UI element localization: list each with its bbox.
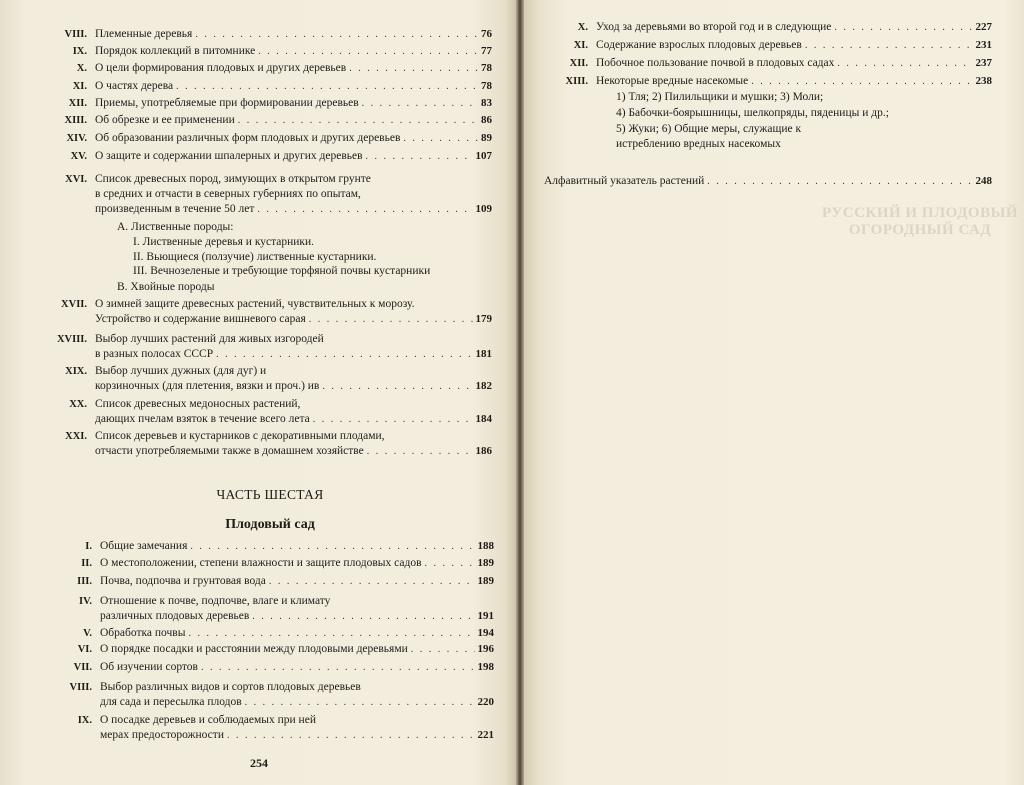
subsection-title: А. Лиственные породы: — [117, 221, 234, 233]
insects-list-line: 5) Жуки; 6) Общие меры, служащие к — [616, 123, 802, 135]
toc-entry: XX. Список древесных медоносных растений, дающих пчелам взяток в течение всего лета . . . 184 — [95, 397, 492, 427]
subsection-title: В. Хвойные породы — [117, 281, 215, 293]
insects-list-line: 4) Бабочки-боярышницы, шелкопряды, пяденицы и др.; — [616, 107, 889, 119]
subsection-item: II. Вьющиеся (ползучие) лиственные кустарники. — [133, 251, 377, 263]
toc-entry: XIII. Некоторые вредные насекомые . . . 238 — [596, 74, 992, 89]
toc-entry: IV. Отношение к почве, подпочве, влаге и климату различных плодовых деревьев . . . 191 — [100, 594, 494, 624]
toc-entry: VII. Об изучении сортов . . . 198 — [100, 660, 494, 675]
subsection-item: III. Вечнозеленые и требующие торфяной почвы кустарники — [133, 265, 431, 277]
toc-entry: XIV. Об образовании различных форм плодовых и других деревьев . . . 89 — [95, 131, 492, 146]
insects-list-line: истреблению вредных насекомых — [616, 138, 781, 150]
right-page — [524, 0, 1024, 785]
toc-entry: XXI. Список деревьев и кустарников с декоративными плодами, отчасти употребляемыми также в домашнем хозяйстве . . . 186 — [95, 429, 492, 459]
toc-entry: XIII. Об обрезке и ее применении . . . 86 — [95, 113, 492, 128]
toc-entry: XII. Приемы, употребляемые при формировании деревьев . . . 83 — [95, 96, 492, 111]
page-number: 254 — [250, 756, 268, 770]
toc-entry: V. Обработка почвы . . . 194 — [100, 626, 494, 641]
toc-entry: III. Почва, подпочва и грунтовая вода . . . 189 — [100, 574, 494, 589]
toc-entry: XI. О частях дерева . . . 78 — [95, 79, 492, 94]
toc-entry: IX. Порядок коллекций в питомнике . . . 77 — [95, 44, 492, 59]
toc-entry: VI. О порядке посадки и расстоянии между плодовыми деревьями . . . 196 — [100, 642, 494, 657]
part-title: ЧАСТЬ ШЕСТАЯ — [216, 487, 324, 502]
index-entry: Алфавитный указатель растений . . . 248 — [544, 174, 992, 189]
toc-entry: XVIII. Выбор лучших растений для живых изгородей в разных полосах СССР . . . 181 — [95, 332, 492, 362]
toc-entry: X. Уход за деревьями во второй год и в следующие . . . 227 — [596, 20, 992, 35]
subsection-item: I. Лиственные деревья и кустарники. — [133, 236, 315, 248]
toc-entry: VIII. Племенные деревья . . . 76 — [95, 27, 492, 42]
section-title: Плодовый сад — [225, 517, 315, 532]
insects-list-line: 1) Тля; 2) Пилильщики и мушки; 3) Моли; — [616, 91, 824, 103]
toc-entry: XII. Побочное пользование почвой в плодовых садах . . . 237 — [596, 56, 992, 71]
toc-entry: X. О цели формирования плодовых и других деревьев . . . 78 — [95, 61, 492, 76]
toc-entry: XI. Содержание взрослых плодовых деревьев . . . 231 — [596, 38, 992, 53]
toc-entry: XIX. Выбор лучших дужных (для дуг) и корзиночных (для плетения, вязки и проч.) ив . . . 182 — [95, 364, 492, 394]
toc-entry: XVII. О зимней защите древесных растений, чувствительных к морозу. Устройство и содержание вишневого сарая . . . 179 — [95, 297, 492, 327]
show-through-text: РУССКИЙ И ПЛОДОВЫЙ ОГОРОДНЫЙ САД — [822, 205, 1018, 238]
toc-entry: XVI. Список древесных пород, зимующих в открытом грунте в средних и отчасти в северных губерниях по опытам, произведенным в течение 50 лет . . . 109 — [95, 172, 492, 217]
toc-entry: I. Общие замечания . . . 188 — [100, 539, 494, 554]
toc-entry: VIII. Выбор различных видов и сортов плодовых деревьев для сада и пересылка плодов . . . 220 — [100, 680, 494, 710]
toc-entry: XV. О защите и содержании шпалерных и других деревьев . . . 107 — [95, 149, 492, 164]
book-gutter — [516, 0, 524, 785]
toc-entry: II. О местоположении, степени влажности и защите плодовых садов . . . 189 — [100, 556, 494, 571]
toc-entry: IX. О посадке деревьев и соблюдаемых при ней мерах предосторожности . . . 221 — [100, 713, 494, 743]
